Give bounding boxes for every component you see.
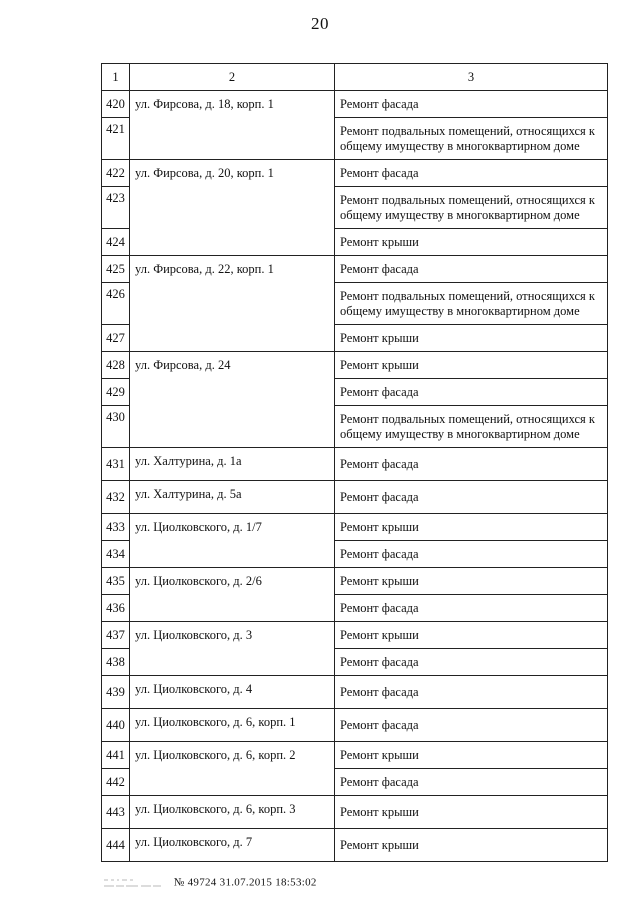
- row-number: 425: [102, 256, 130, 283]
- repair-type-cell: Ремонт фасада: [335, 91, 608, 118]
- row-number: 441: [102, 742, 130, 769]
- header-col-2: 2: [130, 64, 335, 91]
- row-number: 426: [102, 283, 130, 325]
- repair-type-cell: Ремонт фасада: [335, 676, 608, 709]
- row-number: 437: [102, 622, 130, 649]
- repair-type-cell: Ремонт фасада: [335, 595, 608, 622]
- header-col-1: 1: [102, 64, 130, 91]
- repair-type-cell: Ремонт фасада: [335, 379, 608, 406]
- address-cell: ул. Халтурина, д. 5а: [130, 481, 335, 514]
- page-number: 20: [311, 14, 329, 33]
- row-number: 439: [102, 676, 130, 709]
- address-cell: ул. Циолковского, д. 6, корп. 2: [130, 742, 335, 796]
- row-number: 444: [102, 829, 130, 862]
- repair-type-cell: Ремонт крыши: [335, 352, 608, 379]
- table-row: [102, 91, 608, 118]
- repair-type-cell: Ремонт фасада: [335, 769, 608, 796]
- row-number: 421: [102, 118, 130, 160]
- document-code: № 49724 31.07.2015 18:53:02: [173, 876, 317, 889]
- table-row: [102, 709, 608, 742]
- header-col-3: 3: [335, 64, 608, 91]
- table-header-row: [102, 64, 608, 91]
- row-number: 440: [102, 709, 130, 742]
- table-row: [102, 622, 608, 649]
- repair-type-cell: Ремонт фасада: [335, 448, 608, 481]
- repair-type-cell: Ремонт крыши: [335, 796, 608, 829]
- row-number: 424: [102, 229, 130, 256]
- row-number: 429: [102, 379, 130, 406]
- table-row: [102, 676, 608, 709]
- row-number: 433: [102, 514, 130, 541]
- row-number: 443: [102, 796, 130, 829]
- row-number: 438: [102, 649, 130, 676]
- repair-type-cell: Ремонт фасада: [335, 649, 608, 676]
- table-row: [102, 256, 608, 283]
- repair-registry-table: [101, 63, 608, 862]
- row-number: 435: [102, 568, 130, 595]
- repair-type-cell: Ремонт крыши: [335, 229, 608, 256]
- address-cell: ул. Фирсова, д. 20, корп. 1: [130, 160, 335, 256]
- document-footer: [103, 876, 317, 890]
- repair-type-cell: Ремонт крыши: [335, 742, 608, 769]
- row-number: 430: [102, 406, 130, 448]
- repair-type-cell: Ремонт подвальных помещений, относящихся к общему имуществу в многоквартирном доме: [335, 283, 608, 325]
- repair-type-cell: Ремонт фасада: [335, 541, 608, 568]
- table-row: [102, 514, 608, 541]
- address-cell: ул. Циолковского, д. 6, корп. 1: [130, 709, 335, 742]
- address-cell: ул. Циолковского, д. 4: [130, 676, 335, 709]
- repair-type-cell: Ремонт подвальных помещений, относящихся к общему имуществу в многоквартирном доме: [335, 187, 608, 229]
- row-number: 428: [102, 352, 130, 379]
- repair-type-cell: Ремонт крыши: [335, 325, 608, 352]
- address-cell: ул. Фирсова, д. 18, корп. 1: [130, 91, 335, 160]
- registration-stamp-icon: [103, 876, 165, 890]
- row-number: 431: [102, 448, 130, 481]
- row-number: 427: [102, 325, 130, 352]
- address-cell: ул. Циолковского, д. 1/7: [130, 514, 335, 568]
- table-row: [102, 448, 608, 481]
- address-cell: ул. Циолковского, д. 3: [130, 622, 335, 676]
- address-cell: ул. Циолковского, д. 6, корп. 3: [130, 796, 335, 829]
- repair-type-cell: Ремонт крыши: [335, 829, 608, 862]
- table-body: [102, 64, 608, 862]
- row-number: 436: [102, 595, 130, 622]
- address-cell: ул. Халтурина, д. 1а: [130, 448, 335, 481]
- repair-type-cell: Ремонт крыши: [335, 568, 608, 595]
- address-cell: ул. Циолковского, д. 7: [130, 829, 335, 862]
- row-number: 434: [102, 541, 130, 568]
- address-cell: ул. Фирсова, д. 22, корп. 1: [130, 256, 335, 352]
- address-cell: ул. Фирсова, д. 24: [130, 352, 335, 448]
- repair-type-cell: Ремонт фасада: [335, 481, 608, 514]
- repair-type-cell: Ремонт крыши: [335, 622, 608, 649]
- repair-type-cell: Ремонт фасада: [335, 160, 608, 187]
- address-cell: ул. Циолковского, д. 2/6: [130, 568, 335, 622]
- repair-type-cell: Ремонт подвальных помещений, относящихся к общему имуществу в многоквартирном доме: [335, 406, 608, 448]
- row-number: 420: [102, 91, 130, 118]
- repair-type-cell: Ремонт фасада: [335, 709, 608, 742]
- row-number: 442: [102, 769, 130, 796]
- repair-type-cell: Ремонт крыши: [335, 514, 608, 541]
- row-number: 422: [102, 160, 130, 187]
- table-row: [102, 742, 608, 769]
- table-row: [102, 568, 608, 595]
- repair-type-cell: Ремонт подвальных помещений, относящихся к общему имуществу в многоквартирном доме: [335, 118, 608, 160]
- table-row: [102, 829, 608, 862]
- row-number: 432: [102, 481, 130, 514]
- table-row: [102, 796, 608, 829]
- row-number: 423: [102, 187, 130, 229]
- table-row: [102, 481, 608, 514]
- table-row: [102, 352, 608, 379]
- repair-type-cell: Ремонт фасада: [335, 256, 608, 283]
- table-row: [102, 160, 608, 187]
